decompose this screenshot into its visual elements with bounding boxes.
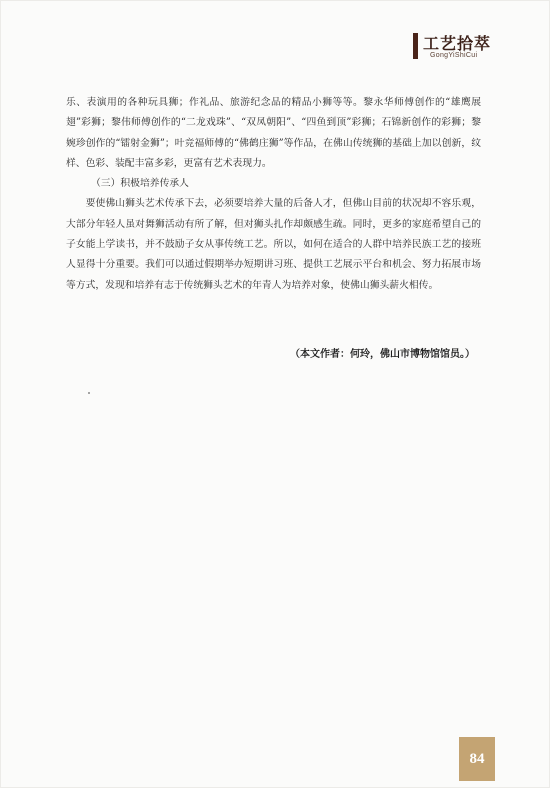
logo-bar — [413, 33, 418, 59]
logo-subtitle: GongYiShiCui — [430, 52, 478, 59]
stray-mark — [88, 392, 90, 394]
paragraph-successor-training: 要使佛山狮头艺术传承下去，必须要培养大量的后备人才，但佛山目前的状况却不容乐观，大部分年轻人虽对舞狮活动有所了解，但对狮头扎作却颇感生疏。同时，更多的家庭希望自己的子女能上学读书，并不鼓励子女从事传统工艺。所以，如何在适合的人群中培养民族工艺的接班人显得十分重要。我们可以通过假期举办短期讲习班、提供工艺展示平台和机会、努力拓展市场等方式，发现和培养有志于传统狮头艺术的年青人为培养对象，使佛山狮头薪火相传。 — [66, 198, 481, 291]
section-heading: （三）积极培养传承人 — [91, 178, 189, 190]
logo-title: 工艺拾萃 — [423, 34, 492, 53]
paragraph-continuation: 乐、表演用的各种玩具狮；作礼品、旅游纪念品的精品小狮等等。黎永华师傅创作的“雄鹰展翅”彩狮；黎伟师傅创作的“二龙戏珠”、“双凤朝阳”、“四鱼到顶”彩狮；石锦新创作的彩狮；黎婉珍创作的“镭射金狮”；叶竞福师傅的“佛鹤庄狮”等作品，在佛山传统狮的基础上加以创新，纹样、色彩、装配丰富多彩，更富有艺术表现力。 — [66, 97, 481, 169]
article-body — [66, 93, 481, 296]
magazine-logo — [413, 33, 518, 63]
author-credit: （本文作者：何玲，佛山市博物馆馆员。） — [290, 349, 475, 360]
page-number: 84 — [459, 737, 495, 781]
